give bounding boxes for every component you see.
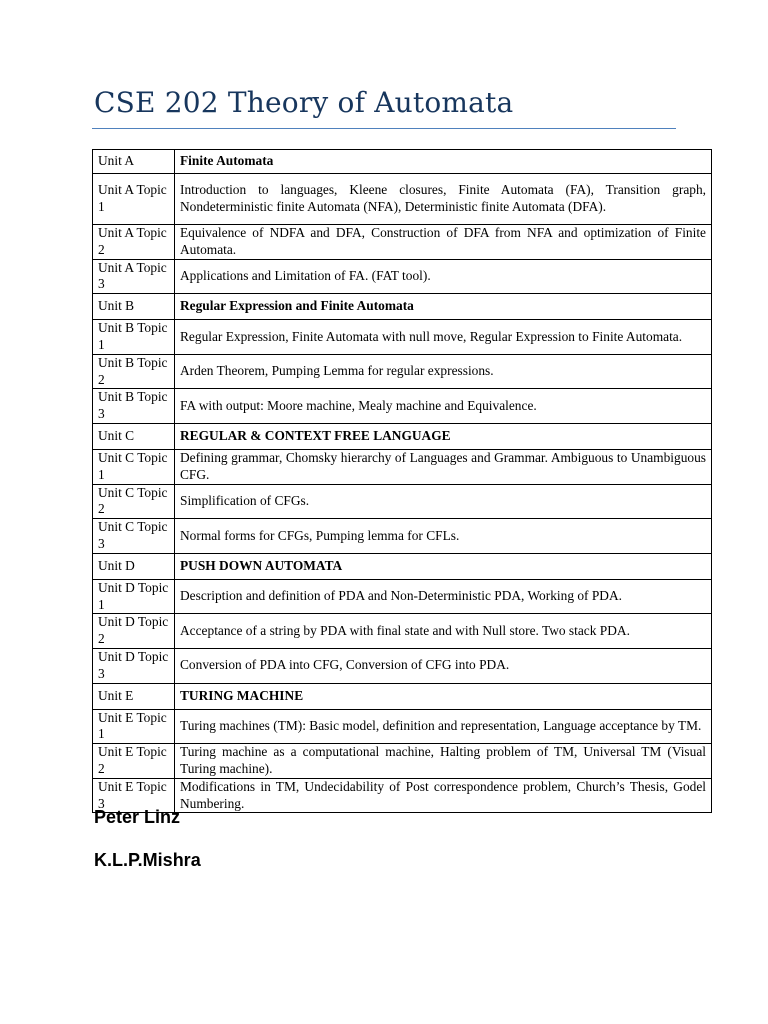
syllabus-table [92,149,712,813]
topic-row [93,614,712,649]
topic-description-cell: Modifications in TM, Undecidability of Post correspondence problem, Church’s Thesis, Godel Numbering. [175,778,712,813]
unit-label-cell: Unit E [93,683,175,709]
topic-row [93,225,712,260]
unit-label-cell: Unit E Topic 2 [93,744,175,779]
topic-description-cell: Acceptance of a string by PDA with final state and with Null store. Two stack PDA. [175,614,712,649]
topic-row [93,174,712,225]
topic-row [93,648,712,683]
unit-label-cell: Unit B Topic 3 [93,389,175,424]
topic-row [93,519,712,554]
topic-row [93,389,712,424]
unit-label-cell: Unit D Topic 2 [93,614,175,649]
topic-row [93,778,712,813]
unit-label-cell: Unit B [93,294,175,320]
topic-description-cell: Equivalence of NDFA and DFA, Construction of DFA from NFA and optimization of Finite Automata. [175,225,712,260]
unit-header-row [93,423,712,449]
title-underline [92,128,676,129]
unit-title-cell: TURING MACHINE [175,683,712,709]
unit-header-row [93,553,712,579]
topic-description-cell: Defining grammar, Chomsky hierarchy of Languages and Grammar. Ambiguous to Unambiguous CFG. [175,449,712,484]
reference-book-2: K.L.P.Mishra [94,850,201,870]
topic-description-cell: Description and definition of PDA and Non-Deterministic PDA, Working of PDA. [175,579,712,614]
topic-description-cell: Turing machines (TM): Basic model, definition and representation, Language acceptance by TM. [175,709,712,744]
unit-label-cell: Unit C Topic 3 [93,519,175,554]
unit-label-cell: Unit E Topic 1 [93,709,175,744]
unit-label-cell: Unit A [93,150,175,174]
unit-label-cell: Unit E Topic 3 [93,778,175,813]
topic-row [93,449,712,484]
unit-title-cell: Regular Expression and Finite Automata [175,294,712,320]
topic-description-cell: Regular Expression, Finite Automata with null move, Regular Expression to Finite Automata. [175,320,712,355]
topic-description-cell: Arden Theorem, Pumping Lemma for regular expressions. [175,354,712,389]
syllabus-table-body [93,150,712,813]
topic-description-cell: Simplification of CFGs. [175,484,712,519]
topic-row [93,484,712,519]
topic-row [93,320,712,355]
topic-description-cell: FA with output: Moore machine, Mealy machine and Equivalence. [175,389,712,424]
unit-title-cell: REGULAR & CONTEXT FREE LANGUAGE [175,423,712,449]
topic-description-cell: Conversion of PDA into CFG, Conversion of CFG into PDA. [175,648,712,683]
unit-label-cell: Unit D Topic 1 [93,579,175,614]
unit-header-row [93,150,712,174]
unit-label-cell: Unit B Topic 2 [93,354,175,389]
unit-label-cell: Unit A Topic 3 [93,259,175,294]
unit-header-row [93,294,712,320]
unit-label-cell: Unit B Topic 1 [93,320,175,355]
unit-title-cell: PUSH DOWN AUTOMATA [175,553,712,579]
topic-row [93,744,712,779]
topic-description-cell: Introduction to languages, Kleene closures, Finite Automata (FA), Transition graph, Nondeterministic finite Automata (NFA), Deterministic finite Automata (DFA). [175,174,712,225]
page-title: CSE 202 Theory of Automata [94,86,514,119]
unit-label-cell: Unit A Topic 1 [93,174,175,225]
unit-label-cell: Unit A Topic 2 [93,225,175,260]
topic-row [93,354,712,389]
unit-label-cell: Unit C Topic 2 [93,484,175,519]
unit-header-row [93,683,712,709]
reference-book-1: Peter Linz [94,807,181,827]
topic-description-cell: Turing machine as a computational machine, Halting problem of TM, Universal TM (Visual Turing machine). [175,744,712,779]
unit-label-cell: Unit C Topic 1 [93,449,175,484]
topic-description-cell: Applications and Limitation of FA. (FAT tool). [175,259,712,294]
unit-label-cell: Unit D [93,553,175,579]
unit-title-cell: Finite Automata [175,150,712,174]
topic-row [93,579,712,614]
topic-row [93,709,712,744]
unit-label-cell: Unit C [93,423,175,449]
topic-description-cell: Normal forms for CFGs, Pumping lemma for CFLs. [175,519,712,554]
unit-label-cell: Unit D Topic 3 [93,648,175,683]
topic-row [93,259,712,294]
